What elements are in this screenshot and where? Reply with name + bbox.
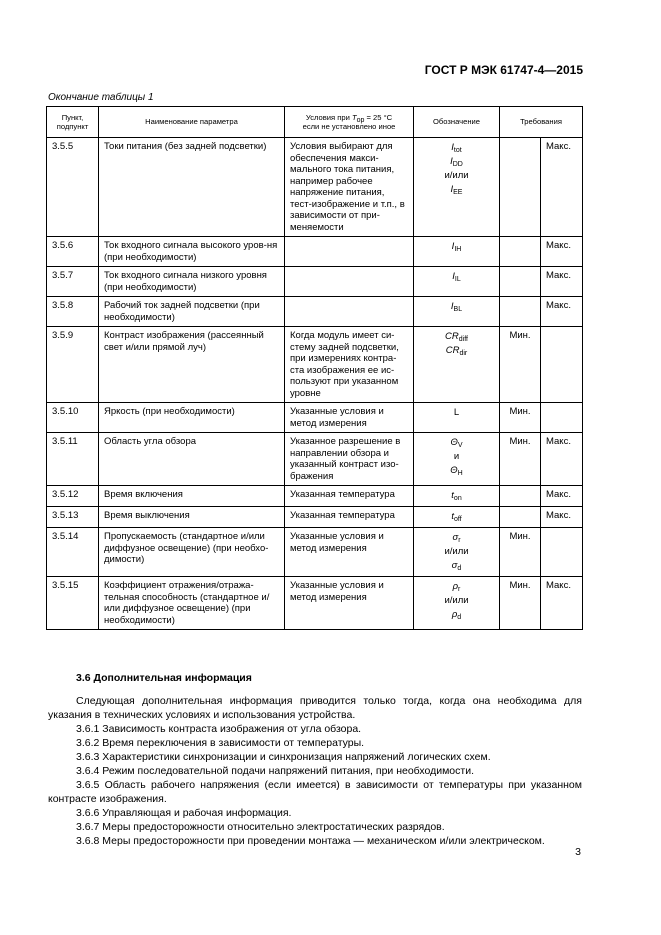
row-symbol [414,327,500,403]
table-caption: Окончание таблицы 1 [48,92,154,103]
symbol-subscript: V [457,442,463,449]
row-requirement-max [541,327,583,403]
table-header-row [47,107,583,138]
section-item: 3.6.7 Меры предосторожности относительно электростатических разрядов. [76,821,445,833]
col-header-symbol: Обозначение [414,107,500,138]
symbol-line [419,531,494,545]
row-parameter-name: Коэффициент отражения/отража-тельная способность (стандартное и/или диффузное освещение) (при необходимости) [99,577,285,630]
row-parameter-name: Контраст изображения (рассеянный свет и/или прямой луч) [99,327,285,403]
row-symbol [414,297,500,327]
section-item: 3.6.4 Режим последовательной подачи напряжений питания, при необходимости. [76,765,474,777]
symbol-line [419,155,494,169]
section-title: 3.6 Дополнительная информация [76,672,252,684]
symbol-line [419,559,494,573]
section-item: 3.6.8 Меры предосторожности при проведении монтажа — механическом и/или электрическом. [76,835,545,847]
table-row [47,528,583,577]
symbol-subscript: d [457,565,462,572]
symbol-main: I [450,301,454,312]
row-symbol [414,528,500,577]
symbol-line [419,240,494,254]
symbol-line [419,300,494,314]
symbol-subscript: d [457,614,462,621]
row-number: 3.5.15 [47,577,99,630]
row-conditions [285,267,414,297]
row-conditions: Когда модуль имеет си-стему задней подсветки, при измерениях контра-ста изображения ее ис-пользуют при указанном уровне [285,327,414,403]
row-requirement-max: Макс. [541,237,583,267]
row-requirement-min [500,267,541,297]
row-symbol [414,507,500,528]
row-number: 3.5.8 [47,297,99,327]
table-row [47,138,583,237]
row-requirement-max: Макс. [541,433,583,486]
symbol-main: ρ [452,581,459,592]
row-conditions: Указанное разрешение в направлении обзора и указанный контраст изо-бражения [285,433,414,486]
row-symbol [414,403,500,433]
symbol-subscript: on [453,495,462,502]
row-conditions: Указанные условия и метод измерения [285,403,414,433]
row-symbol [414,433,500,486]
row-conditions: Указанная температура [285,507,414,528]
row-number: 3.5.7 [47,267,99,297]
row-conditions: Условия выбирают для обеспечения макси-мального тока питания, например рабочее напряжение питания, тест-изображение и т.п., в зависимости от при-меняемости [285,138,414,237]
row-requirement-min [500,297,541,327]
symbol-line [419,464,494,478]
row-requirement-min: Мин. [500,433,541,486]
row-symbol [414,486,500,507]
row-number: 3.5.9 [47,327,99,403]
row-requirement-max [541,403,583,433]
symbol-line [419,608,494,622]
row-requirement-max: Макс. [541,577,583,630]
row-requirement-max [541,528,583,577]
symbol-line [419,436,494,450]
symbol-main: I [452,271,455,282]
symbol-main: CR [445,345,460,356]
col-header-number: Пункт, подпункт [47,107,99,138]
symbol-main: t [451,511,454,522]
table-row [47,577,583,630]
symbol-line [419,545,494,559]
symbol-main: I [451,241,455,252]
col-header-conditions: Условия при $T_{op} = 25$ °С если не установлено иное [285,107,414,138]
symbol-subscript: diff [458,336,468,343]
row-requirement-min [500,507,541,528]
symbol-subscript: off [453,516,462,523]
symbol-subscript: DD [452,161,463,168]
symbol-line [419,594,494,608]
symbol-subscript: r [458,537,461,544]
symbol-subscript: IH [454,246,462,253]
row-parameter-name: Яркость (при необходимости) [99,403,285,433]
table-row [47,507,583,528]
row-parameter-name: Токи питания (без задней подсветки) [99,138,285,237]
symbol-line [419,344,494,358]
section-item: 3.6.2 Время переключения в зависимости от температуры. [76,737,365,749]
symbol-line [419,580,494,594]
row-parameter-name: Ток входного сигнала низкого уровня (при необходимости) [99,267,285,297]
row-conditions: Указанная температура [285,486,414,507]
row-requirement-max: Макс. [541,507,583,528]
row-requirement-min: Мин. [500,577,541,630]
row-requirement-min: Мин. [500,327,541,403]
symbol-line [419,169,494,183]
row-requirement-max: Макс. [541,486,583,507]
symbol-subscript: EE [453,189,463,196]
symbol-main: L [453,407,460,418]
table-row [47,237,583,267]
row-conditions [285,297,414,327]
symbol-subscript: r [458,586,461,593]
symbol-line [419,270,494,284]
row-conditions: Указанные условия и метод измерения [285,577,414,630]
col-header-requirements: Требования [500,107,583,138]
row-parameter-name: Область угла обзора [99,433,285,486]
row-requirement-min [500,237,541,267]
symbol-line [419,330,494,344]
symbol-main: I [450,156,453,167]
row-conditions [285,237,414,267]
symbol-main: и/или [444,595,469,606]
row-requirement-max: Макс. [541,138,583,237]
section-item: 3.6.5 Область рабочего напряжения (если имеется) в зависимости от температуры при указанном контрасте изображения. [48,779,582,805]
document-number: ГОСТ Р МЭК 61747-4—2015 [424,63,583,77]
page-number: 3 [575,846,581,858]
row-number: 3.5.12 [47,486,99,507]
table-row [47,327,583,403]
symbol-line [419,406,494,420]
symbol-main: Θ [450,465,458,476]
symbol-subscript: IL [454,276,461,283]
row-requirement-max: Макс. [541,297,583,327]
symbol-main: σ [452,532,459,543]
row-symbol [414,138,500,237]
table-row [47,433,583,486]
symbol-subscript: dir [459,350,468,357]
symbol-line [419,489,494,503]
row-number: 3.5.11 [47,433,99,486]
row-number: 3.5.10 [47,403,99,433]
symbol-line [419,183,494,197]
row-symbol [414,267,500,297]
row-number: 3.5.13 [47,507,99,528]
section-item: 3.6.6 Управляющая и рабочая информация. [76,807,292,819]
row-parameter-name: Время выключения [99,507,285,528]
section-body [48,694,582,848]
row-symbol [414,237,500,267]
parameters-table [46,106,583,630]
symbol-main: и [453,451,460,462]
row-requirement-min: Мин. [500,403,541,433]
table-row [47,297,583,327]
section-intro: Следующая дополнительная информация приводится только тогда, когда она необходима для указания в технических условиях и использования устройства. [48,695,582,721]
section-item: 3.6.1 Зависимость контраста изображения от угла обзора. [76,723,362,735]
row-parameter-name: Ток входного сигнала высокого уров-ня (при необходимости) [99,237,285,267]
row-parameter-name: Рабочий ток задней подсветки (при необходимости) [99,297,285,327]
symbol-subscript: BL [453,306,463,313]
symbol-main: и/или [444,546,469,557]
symbol-main: Θ [450,437,458,448]
row-conditions: Указанные условия и метод измерения [285,528,414,577]
section-item: 3.6.3 Характеристики синхронизации и синхронизация напряжений логических схем. [76,751,491,763]
table-row [47,267,583,297]
row-parameter-name: Время включения [99,486,285,507]
row-requirement-min: Мин. [500,528,541,577]
row-requirement-min [500,486,541,507]
row-number: 3.5.6 [47,237,99,267]
symbol-subscript: tot [453,147,462,154]
row-symbol [414,577,500,630]
row-parameter-name: Пропускаемость (стандартное и/или диффузное освещение) (при необхо-димости) [99,528,285,577]
symbol-line [419,450,494,464]
symbol-main: ρ [451,609,458,620]
table-row [47,403,583,433]
symbol-main: t [451,490,454,501]
symbol-subscript: H [457,470,463,477]
symbol-main: CR [445,331,459,342]
col-header-name: Наименование параметра [99,107,285,138]
symbol-main: и/или [444,170,469,181]
row-number: 3.5.14 [47,528,99,577]
symbol-main: I [451,142,454,153]
row-requirement-min [500,138,541,237]
symbol-main: σ [451,560,458,571]
symbol-line [419,510,494,524]
row-number: 3.5.5 [47,138,99,237]
symbol-main: I [450,184,454,195]
symbol-line [419,141,494,155]
table-row [47,486,583,507]
row-requirement-max: Макс. [541,267,583,297]
